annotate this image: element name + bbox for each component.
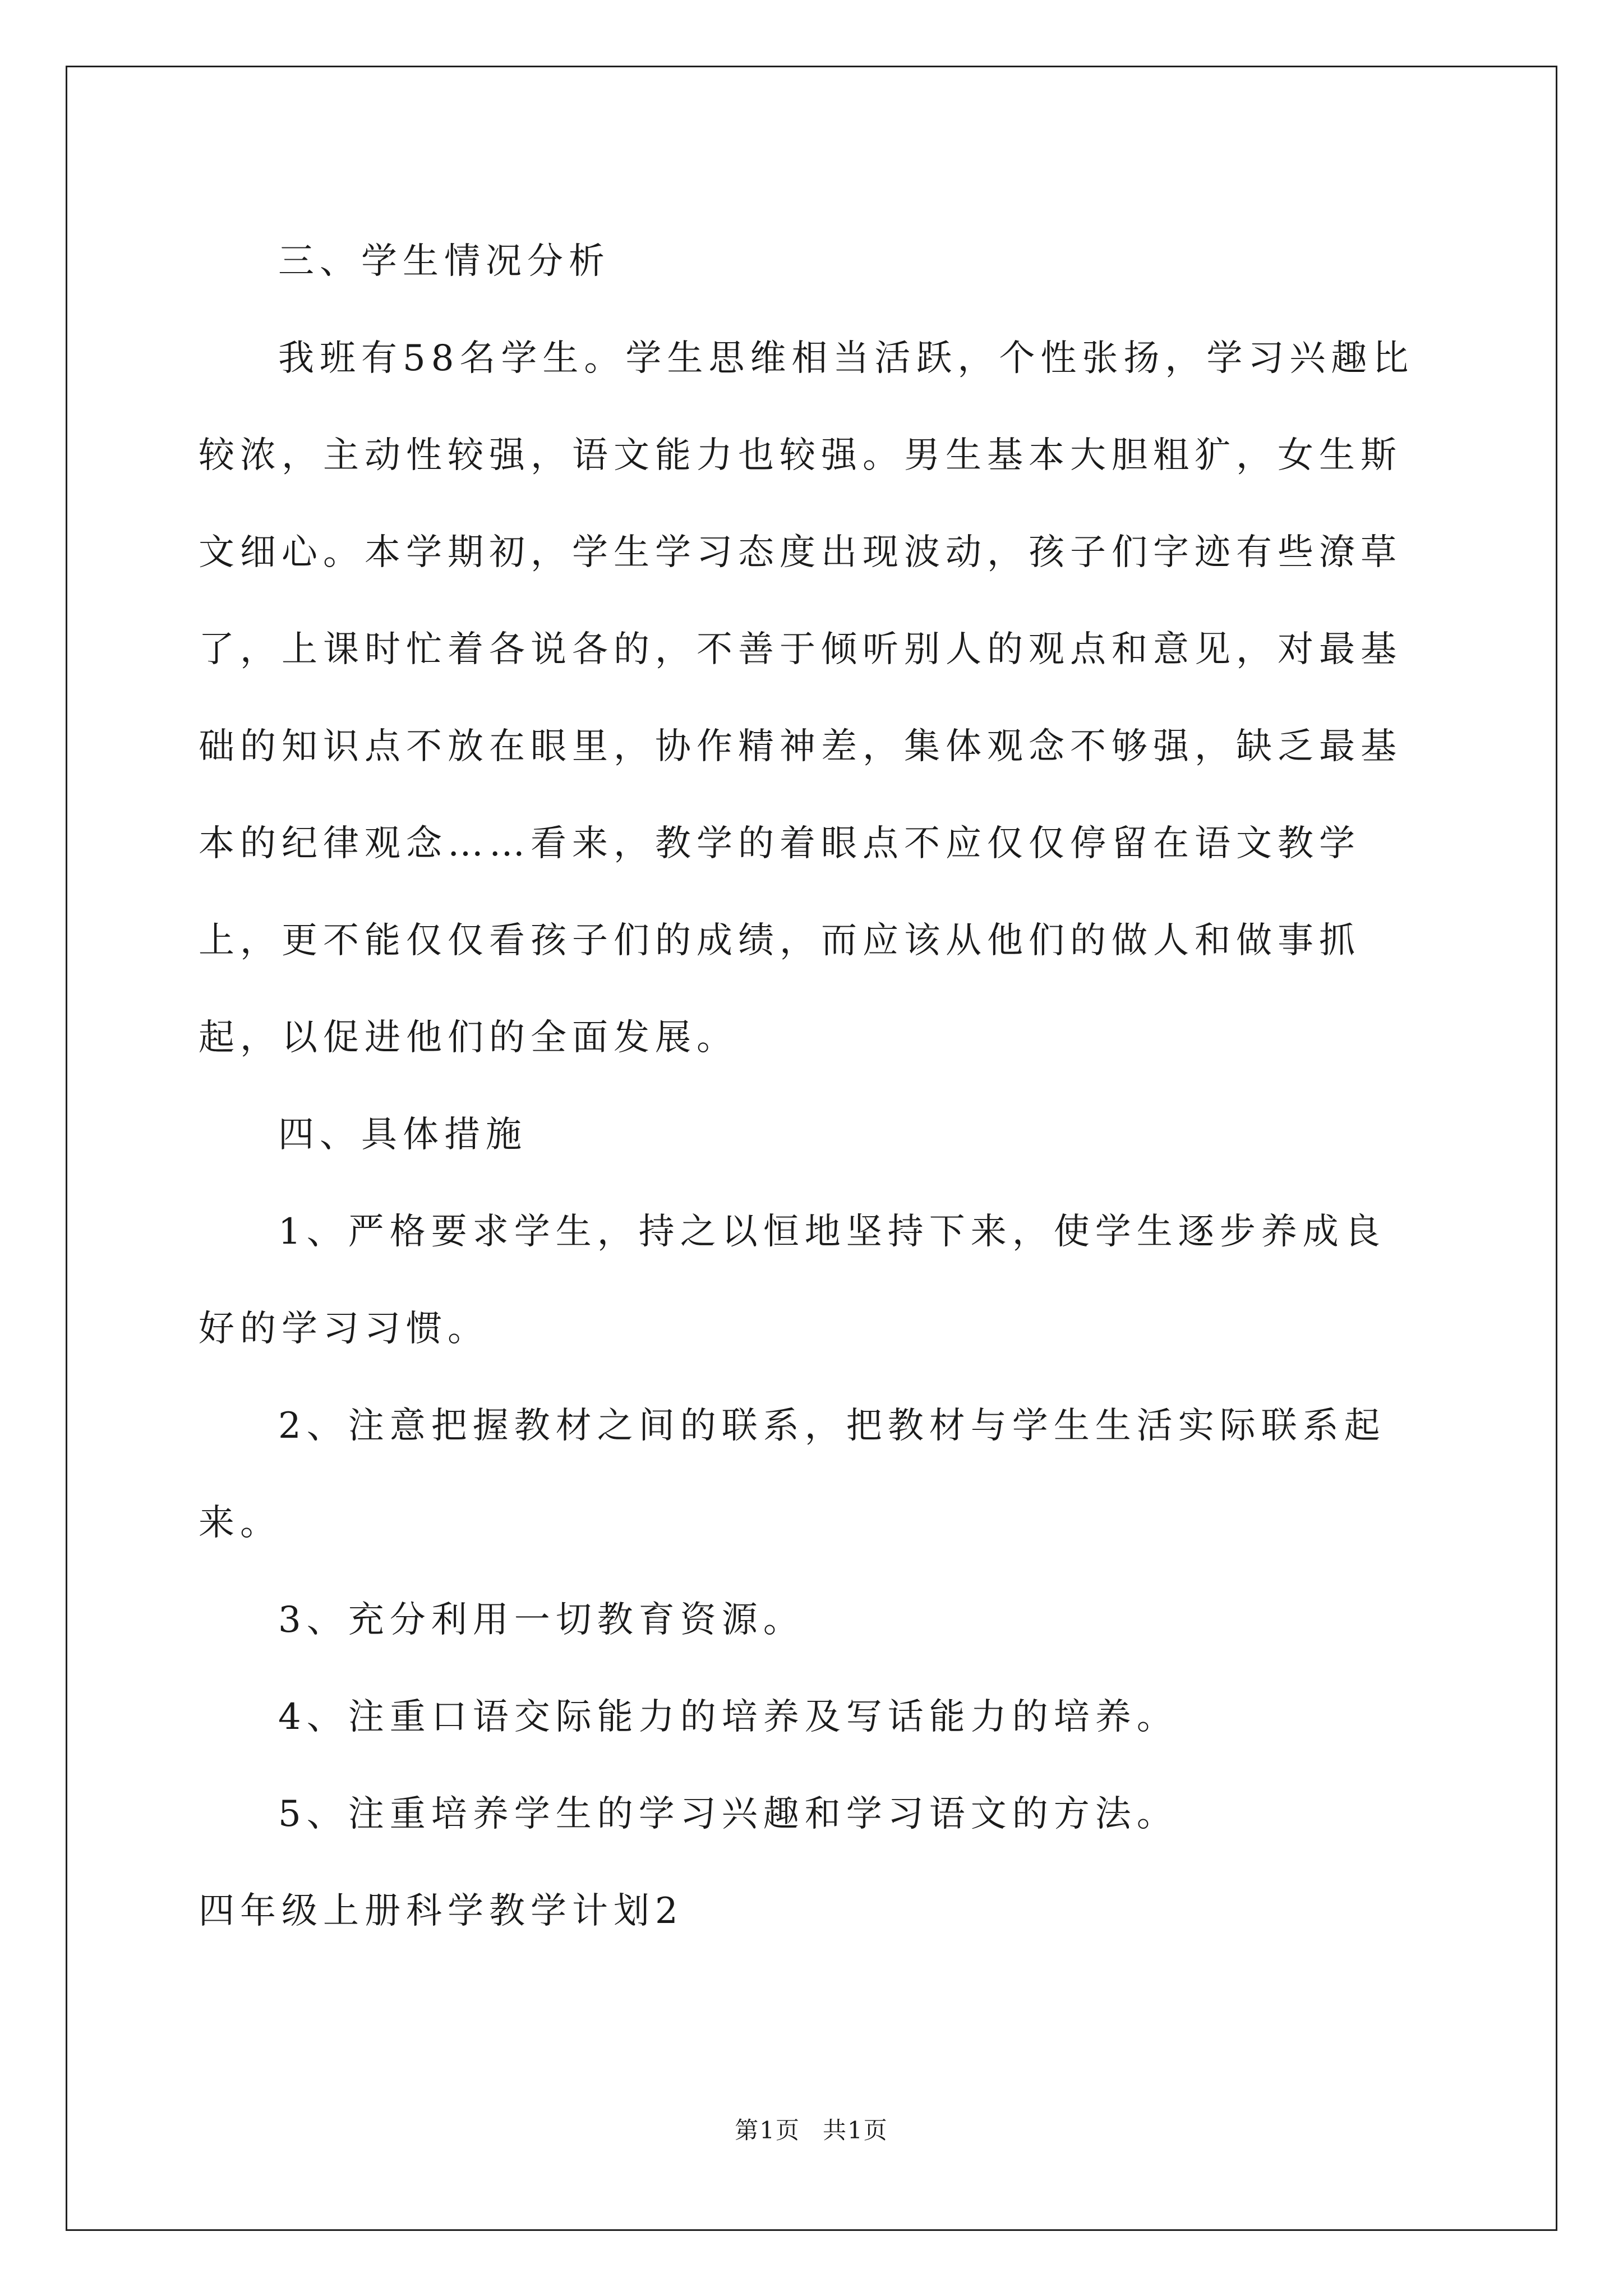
measure-item-4: 4、注重口语交际能力的培养及写话能力的培养。	[278, 1696, 1178, 1738]
paragraph-student-analysis: 我班有58名学生。学生思维相当活跃，个性张扬，学习兴趣比较浓，主动性较强，语文能力也较强。男生基本大胆粗犷，女生斯文细心。本学期初，学生学习态度出现波动，孩子们字迹有些潦草了，上课时忙着各说各的，不善于倾听别人的观点和意见，对最基础的知识点不放在眼里，协作精神差，集体观念不够强，缺乏最基本的纪律观念……看来，教学的着眼点不应仅仅停留在语文教学上，更不能仅仅看孩子们的成绩，而应该从他们的做人和做事抓起，以促进他们的全面发展。	[199, 338, 1414, 1059]
measure-item-1: 1、严格要求学生，持之以恒地坚持下来，使学生逐步养成良好的学习习惯。	[199, 1211, 1386, 1350]
measure-item-5: 5、注重培养学生的学习兴趣和学习语文的方法。	[278, 1793, 1178, 1835]
measure-item-3: 3、充分利用一切教育资源。	[278, 1599, 805, 1641]
measure-item-2: 2、注意把握教材之间的联系，把教材与学生生活实际联系起来。	[199, 1405, 1386, 1544]
page-footer	[0, 2114, 1623, 2147]
document-body	[199, 213, 1424, 1960]
section-heading-student-analysis: 三、学生情况分析	[278, 241, 610, 282]
page-total-label: 共1页	[823, 2116, 888, 2144]
section-heading-measures: 四、具体措施	[278, 1114, 527, 1156]
document-subtitle: 四年级上册科学教学计划2	[199, 1890, 684, 1932]
page-number-label: 第1页	[735, 2116, 800, 2144]
